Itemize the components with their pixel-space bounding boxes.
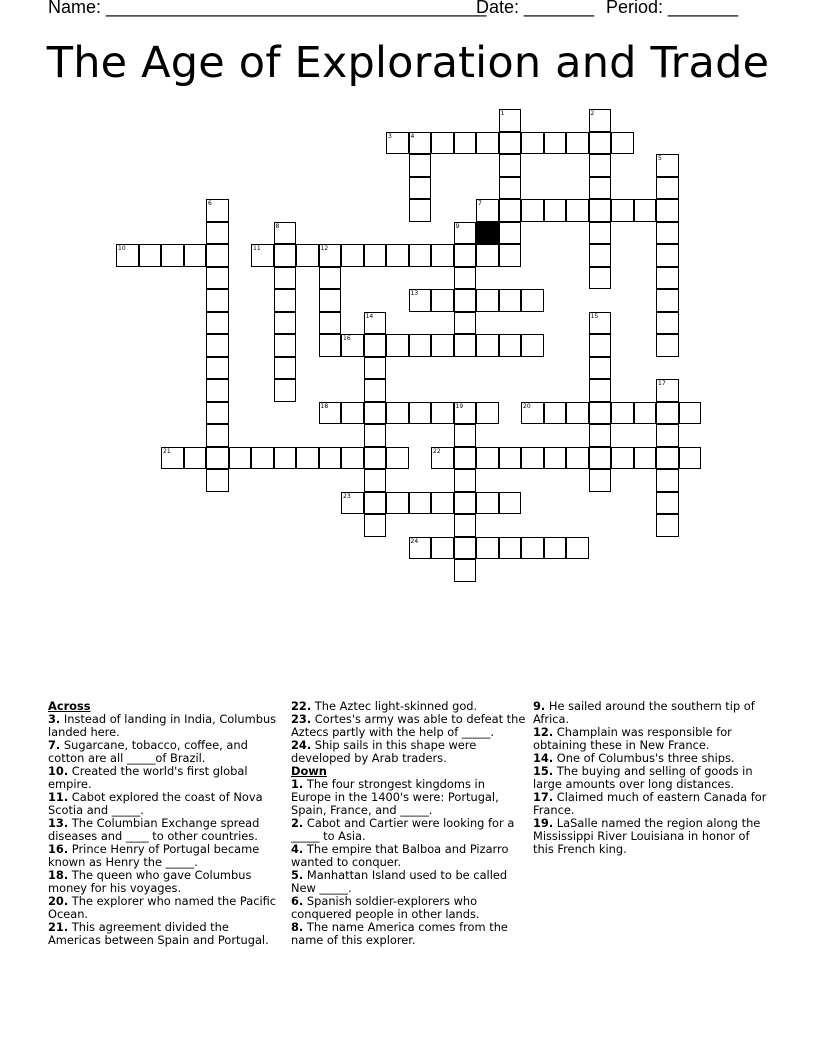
grid-cell[interactable] xyxy=(206,312,229,335)
grid-cell[interactable] xyxy=(589,447,612,470)
grid-cell[interactable] xyxy=(566,447,589,470)
clue-number: 2. xyxy=(291,816,304,830)
grid-cell[interactable] xyxy=(319,244,342,267)
grid-cell[interactable] xyxy=(431,492,454,515)
grid-cell[interactable] xyxy=(656,492,679,515)
grid-cell[interactable] xyxy=(589,424,612,447)
grid-cell[interactable] xyxy=(274,267,297,290)
grid-cell[interactable] xyxy=(206,447,229,470)
grid-cell[interactable] xyxy=(409,537,432,560)
grid-cell[interactable] xyxy=(566,199,589,222)
clue-text: The four strongest kingdoms in Europe in the 1400's were: Portugal, Spain, France, and _____. xyxy=(291,777,499,817)
grid-cell[interactable] xyxy=(184,447,207,470)
grid-cell[interactable] xyxy=(589,244,612,267)
cell-number: 4 xyxy=(410,132,415,140)
grid-cell[interactable] xyxy=(454,334,477,357)
clue-item xyxy=(533,726,769,752)
clue-text: Created the world's first global empire. xyxy=(48,764,248,791)
clue-section-heading: Down xyxy=(291,764,327,778)
grid-cell[interactable] xyxy=(656,267,679,290)
grid-cell[interactable] xyxy=(364,244,387,267)
clue-number: 23. xyxy=(291,712,312,726)
grid-cell[interactable] xyxy=(206,334,229,357)
period-field[interactable]: Period: _______ xyxy=(606,0,739,17)
grid-cell[interactable] xyxy=(589,357,612,380)
cell-number: 17 xyxy=(658,380,666,387)
clue-text: This agreement divided the Americas between Spain and Portugal. xyxy=(48,920,269,947)
shaded-cell xyxy=(476,222,499,245)
cell-number: 10 xyxy=(118,245,126,252)
clue-item xyxy=(48,739,284,765)
grid-cell[interactable] xyxy=(296,447,319,470)
grid-cell[interactable] xyxy=(364,447,387,470)
grid-cell[interactable] xyxy=(409,177,432,200)
grid-cell[interactable] xyxy=(274,312,297,335)
clue-number: 15. xyxy=(533,764,554,778)
clue-number: 5. xyxy=(291,868,304,882)
grid-cell[interactable] xyxy=(589,402,612,425)
grid-cell[interactable] xyxy=(454,222,477,245)
name-field[interactable]: Name: ______________________________________ xyxy=(48,0,487,17)
clue-item xyxy=(291,921,527,947)
grid-cell[interactable] xyxy=(589,109,612,132)
page-title: The Age of Exploration and Trade xyxy=(46,38,770,88)
grid-cell[interactable] xyxy=(341,447,364,470)
grid-cell[interactable] xyxy=(499,199,522,222)
clue-text: The Columbian Exchange spread diseases and ____ to other countries. xyxy=(48,816,260,843)
grid-cell[interactable] xyxy=(521,289,544,312)
grid-cell[interactable] xyxy=(274,289,297,312)
clue-text: The buying and selling of goods in large amounts over long distances. xyxy=(533,764,753,791)
grid-cell[interactable] xyxy=(589,132,612,155)
clue-text: The explorer who named the Pacific Ocean. xyxy=(48,894,277,921)
grid-cell[interactable] xyxy=(364,424,387,447)
grid-cell[interactable] xyxy=(274,244,297,267)
cell-number: 21 xyxy=(163,447,171,455)
grid-cell[interactable] xyxy=(544,537,567,560)
cell-number: 15 xyxy=(590,312,599,320)
clue-number: 12. xyxy=(533,725,554,739)
grid-cell[interactable] xyxy=(206,469,229,492)
clue-item xyxy=(48,843,284,869)
clue-item xyxy=(533,700,769,726)
clue-number: 3. xyxy=(48,712,61,726)
grid-cell[interactable] xyxy=(139,244,162,267)
cell-number: 8 xyxy=(275,222,280,230)
grid-cell[interactable] xyxy=(499,334,522,357)
grid-cell[interactable] xyxy=(116,244,139,267)
grid-cell[interactable] xyxy=(206,402,229,425)
grid-cell[interactable] xyxy=(454,492,477,515)
grid-cell[interactable] xyxy=(274,334,297,357)
clue-item xyxy=(48,869,284,895)
cell-number: 24 xyxy=(410,537,419,545)
grid-cell[interactable] xyxy=(454,132,477,155)
clue-number: 24. xyxy=(291,738,312,752)
grid-cell[interactable] xyxy=(476,199,499,222)
clue-number: 7. xyxy=(48,738,61,752)
grid-cell[interactable] xyxy=(454,537,477,560)
grid-cell[interactable] xyxy=(566,537,589,560)
grid-cell[interactable] xyxy=(409,132,432,155)
grid-cell[interactable] xyxy=(454,514,477,537)
grid-cell[interactable] xyxy=(206,357,229,380)
clue-item xyxy=(291,895,527,921)
grid-cell[interactable] xyxy=(611,447,634,470)
grid-cell[interactable] xyxy=(656,402,679,425)
grid-cell[interactable] xyxy=(364,492,387,515)
clue-text: Cortes's army was able to defeat the Aztecs partly with the help of _____. xyxy=(291,712,526,739)
grid-cell[interactable] xyxy=(589,177,612,200)
clue-text: Ship sails in this shape were developed by Arab traders. xyxy=(291,738,477,765)
grid-cell[interactable] xyxy=(589,469,612,492)
cell-number: 23 xyxy=(343,492,351,500)
grid-cell[interactable] xyxy=(364,357,387,380)
grid-cell[interactable] xyxy=(521,402,544,425)
grid-cell[interactable] xyxy=(319,334,342,357)
grid-cell[interactable] xyxy=(589,312,612,335)
grid-cell[interactable] xyxy=(364,469,387,492)
grid-cell[interactable] xyxy=(431,402,454,425)
clue-number: 6. xyxy=(291,894,304,908)
clue-item xyxy=(291,869,527,895)
grid-cell[interactable] xyxy=(319,402,342,425)
grid-cell[interactable] xyxy=(656,514,679,537)
clue-text: LaSalle named the region along the Mississippi River Louisiana in honor of this French king. xyxy=(533,816,761,856)
clue-number: 13. xyxy=(48,816,69,830)
grid-cell[interactable] xyxy=(656,199,679,222)
grid-cell[interactable] xyxy=(274,357,297,380)
grid-cell[interactable] xyxy=(229,447,252,470)
cell-number: 20 xyxy=(523,402,531,410)
clue-text: Sugarcane, tobacco, coffee, and cotton are all _____of Brazil. xyxy=(48,738,248,765)
grid-cell[interactable] xyxy=(499,537,522,560)
grid-cell[interactable] xyxy=(656,312,679,335)
date-field[interactable]: Date: _______ xyxy=(476,0,595,17)
clue-item xyxy=(48,765,284,791)
grid-cell[interactable] xyxy=(341,244,364,267)
grid-cell[interactable] xyxy=(431,244,454,267)
clue-number: 4. xyxy=(291,842,304,856)
grid-cell[interactable] xyxy=(499,447,522,470)
clue-text: Champlain was responsible for obtaining these in New France. xyxy=(533,725,732,752)
grid-cell[interactable] xyxy=(409,199,432,222)
grid-cell[interactable] xyxy=(274,379,297,402)
clue-number: 16. xyxy=(48,842,69,856)
grid-cell[interactable] xyxy=(611,402,634,425)
cell-number: 2 xyxy=(590,110,595,117)
cell-number: 5 xyxy=(658,155,662,162)
clue-item xyxy=(48,713,284,739)
grid-cell[interactable] xyxy=(386,132,409,155)
grid-cell[interactable] xyxy=(499,109,522,132)
grid-cell[interactable] xyxy=(589,222,612,245)
cell-number: 19 xyxy=(455,402,464,410)
clue-number: 19. xyxy=(533,816,554,830)
grid-cell[interactable] xyxy=(499,222,522,245)
grid-cell[interactable] xyxy=(544,199,567,222)
grid-cell[interactable] xyxy=(431,334,454,357)
grid-cell[interactable] xyxy=(476,402,499,425)
grid-cell[interactable] xyxy=(634,447,657,470)
cell-number: 12 xyxy=(320,245,329,252)
grid-cell[interactable] xyxy=(656,222,679,245)
grid-cell[interactable] xyxy=(499,177,522,200)
clue-item xyxy=(533,817,769,856)
grid-cell[interactable] xyxy=(184,244,207,267)
grid-cell[interactable] xyxy=(656,379,679,402)
clue-item xyxy=(48,791,284,817)
grid-cell[interactable] xyxy=(476,132,499,155)
grid-cell[interactable] xyxy=(364,514,387,537)
clue-text: Cabot and Cartier were looking for a _____ to Asia. xyxy=(291,816,515,843)
grid-cell[interactable] xyxy=(634,199,657,222)
grid-cell[interactable] xyxy=(499,244,522,267)
grid-cell[interactable] xyxy=(566,132,589,155)
grid-cell[interactable] xyxy=(656,469,679,492)
clue-section-heading: Across xyxy=(48,699,91,713)
grid-cell[interactable] xyxy=(521,447,544,470)
clue-text: The Aztec light-skinned god. xyxy=(311,699,478,713)
grid-cell[interactable] xyxy=(274,447,297,470)
grid-cell[interactable] xyxy=(656,244,679,267)
grid-cell[interactable] xyxy=(454,402,477,425)
cell-number: 1 xyxy=(500,110,505,117)
cell-number: 11 xyxy=(253,245,261,252)
clue-number: 17. xyxy=(533,790,554,804)
grid-cell[interactable] xyxy=(611,199,634,222)
clue-item xyxy=(291,739,527,765)
clue-number: 14. xyxy=(533,751,554,765)
grid-cell[interactable] xyxy=(476,447,499,470)
clue-item xyxy=(291,817,527,843)
grid-cell[interactable] xyxy=(386,402,409,425)
grid-cell[interactable] xyxy=(409,402,432,425)
cell-number: 13 xyxy=(410,290,419,297)
grid-cell[interactable] xyxy=(364,334,387,357)
grid-cell[interactable] xyxy=(589,334,612,357)
grid-cell[interactable] xyxy=(341,492,364,515)
grid-cell[interactable] xyxy=(364,402,387,425)
clue-number: 21. xyxy=(48,920,69,934)
grid-cell[interactable] xyxy=(656,334,679,357)
clue-item xyxy=(291,713,527,739)
grid-cell[interactable] xyxy=(589,267,612,290)
clue-number: 9. xyxy=(533,699,546,713)
grid-cell[interactable] xyxy=(341,334,364,357)
grid-cell[interactable] xyxy=(589,379,612,402)
clue-number: 10. xyxy=(48,764,69,778)
grid-cell[interactable] xyxy=(364,379,387,402)
clues-column-1 xyxy=(48,700,284,947)
grid-cell[interactable] xyxy=(409,492,432,515)
grid-cell[interactable] xyxy=(386,334,409,357)
grid-cell[interactable] xyxy=(206,244,229,267)
grid-cell[interactable] xyxy=(409,244,432,267)
grid-cell[interactable] xyxy=(544,447,567,470)
grid-cell[interactable] xyxy=(476,334,499,357)
grid-cell[interactable] xyxy=(206,199,229,222)
grid-cell[interactable] xyxy=(341,402,364,425)
clues-column-2 xyxy=(291,700,527,947)
grid-cell[interactable] xyxy=(499,132,522,155)
grid-cell[interactable] xyxy=(206,379,229,402)
grid-cell[interactable] xyxy=(634,402,657,425)
grid-cell[interactable] xyxy=(319,289,342,312)
grid-cell[interactable] xyxy=(521,132,544,155)
clue-number: 11. xyxy=(48,790,69,804)
grid-cell[interactable] xyxy=(431,289,454,312)
grid-cell[interactable] xyxy=(409,289,432,312)
grid-cell[interactable] xyxy=(499,154,522,177)
cell-number: 6 xyxy=(208,200,212,207)
grid-cell[interactable] xyxy=(476,492,499,515)
grid-cell[interactable] xyxy=(454,289,477,312)
clue-item xyxy=(48,921,284,947)
grid-cell[interactable] xyxy=(454,267,477,290)
cell-number: 9 xyxy=(455,222,460,230)
grid-cell[interactable] xyxy=(386,447,409,470)
clues-column-3 xyxy=(533,700,769,856)
grid-cell[interactable] xyxy=(409,154,432,177)
grid-cell[interactable] xyxy=(589,199,612,222)
grid-cell[interactable] xyxy=(409,334,432,357)
grid-cell[interactable] xyxy=(476,289,499,312)
grid-cell[interactable] xyxy=(319,312,342,335)
clue-number: 1. xyxy=(291,777,304,791)
grid-cell[interactable] xyxy=(454,447,477,470)
grid-cell[interactable] xyxy=(454,559,477,582)
grid-cell[interactable] xyxy=(431,447,454,470)
grid-cell[interactable] xyxy=(296,244,319,267)
grid-cell[interactable] xyxy=(589,154,612,177)
clue-text: Prince Henry of Portugal became known as Henry the _____. xyxy=(48,842,260,869)
grid-cell[interactable] xyxy=(431,132,454,155)
cell-number: 22 xyxy=(433,447,441,455)
grid-cell[interactable] xyxy=(454,469,477,492)
grid-cell[interactable] xyxy=(566,402,589,425)
grid-cell[interactable] xyxy=(364,312,387,335)
clue-text: The queen who gave Columbus money for his voyages. xyxy=(48,868,252,895)
clue-text: Cabot explored the coast of Nova Scotia and _____. xyxy=(48,790,263,817)
grid-cell[interactable] xyxy=(454,312,477,335)
cell-number: 14 xyxy=(365,312,374,320)
grid-cell[interactable] xyxy=(521,537,544,560)
grid-cell[interactable] xyxy=(656,289,679,312)
grid-cell[interactable] xyxy=(476,537,499,560)
grid-cell[interactable] xyxy=(206,222,229,245)
clue-number: 20. xyxy=(48,894,69,908)
grid-cell[interactable] xyxy=(206,424,229,447)
clue-text: One of Columbus's three ships. xyxy=(553,751,735,765)
grid-cell[interactable] xyxy=(476,244,499,267)
grid-cell[interactable] xyxy=(611,132,634,155)
grid-cell[interactable] xyxy=(251,447,274,470)
grid-cell[interactable] xyxy=(386,244,409,267)
cell-number: 7 xyxy=(478,200,482,207)
clue-text: Manhattan Island used to be called New _____. xyxy=(291,868,508,895)
clue-item xyxy=(533,765,769,791)
clue-text: Claimed much of eastern Canada for France. xyxy=(533,790,767,817)
grid-cell[interactable] xyxy=(386,492,409,515)
grid-cell[interactable] xyxy=(679,402,702,425)
grid-cell[interactable] xyxy=(454,424,477,447)
grid-cell[interactable] xyxy=(656,424,679,447)
grid-cell[interactable] xyxy=(656,447,679,470)
clue-number: 18. xyxy=(48,868,69,882)
cell-number: 18 xyxy=(320,402,329,410)
grid-cell[interactable] xyxy=(544,402,567,425)
clue-text: The empire that Balboa and Pizarro wanted to conquer. xyxy=(291,842,509,869)
grid-cell[interactable] xyxy=(656,177,679,200)
grid-cell[interactable] xyxy=(161,244,184,267)
clue-text: Instead of landing in India, Columbus landed here. xyxy=(48,712,277,739)
grid-cell[interactable] xyxy=(521,199,544,222)
grid-cell[interactable] xyxy=(679,447,702,470)
clue-text: Spanish soldier-explorers who conquered people in other lands. xyxy=(291,894,480,921)
clue-number: 8. xyxy=(291,920,304,934)
clue-item xyxy=(48,817,284,843)
grid-cell[interactable] xyxy=(206,289,229,312)
clue-item xyxy=(48,895,284,921)
grid-cell[interactable] xyxy=(656,154,679,177)
clue-text: He sailed around the southern tip of Africa. xyxy=(533,699,755,726)
clue-number: 22. xyxy=(291,699,312,713)
grid-cell[interactable] xyxy=(274,222,297,245)
grid-cell[interactable] xyxy=(206,267,229,290)
grid-cell[interactable] xyxy=(499,492,522,515)
grid-cell[interactable] xyxy=(521,334,544,357)
grid-cell[interactable] xyxy=(251,244,274,267)
clue-item xyxy=(533,791,769,817)
grid-cell[interactable] xyxy=(161,447,184,470)
grid-cell[interactable] xyxy=(499,289,522,312)
clue-text: The name America comes from the name of this explorer. xyxy=(291,920,508,947)
grid-cell[interactable] xyxy=(544,132,567,155)
grid-cell[interactable] xyxy=(454,244,477,267)
clue-item xyxy=(291,778,527,817)
clue-item xyxy=(291,843,527,869)
grid-cell[interactable] xyxy=(431,537,454,560)
grid-cell[interactable] xyxy=(319,447,342,470)
grid-cell[interactable] xyxy=(319,267,342,290)
cell-number: 3 xyxy=(388,132,392,140)
cell-number: 16 xyxy=(343,335,351,342)
